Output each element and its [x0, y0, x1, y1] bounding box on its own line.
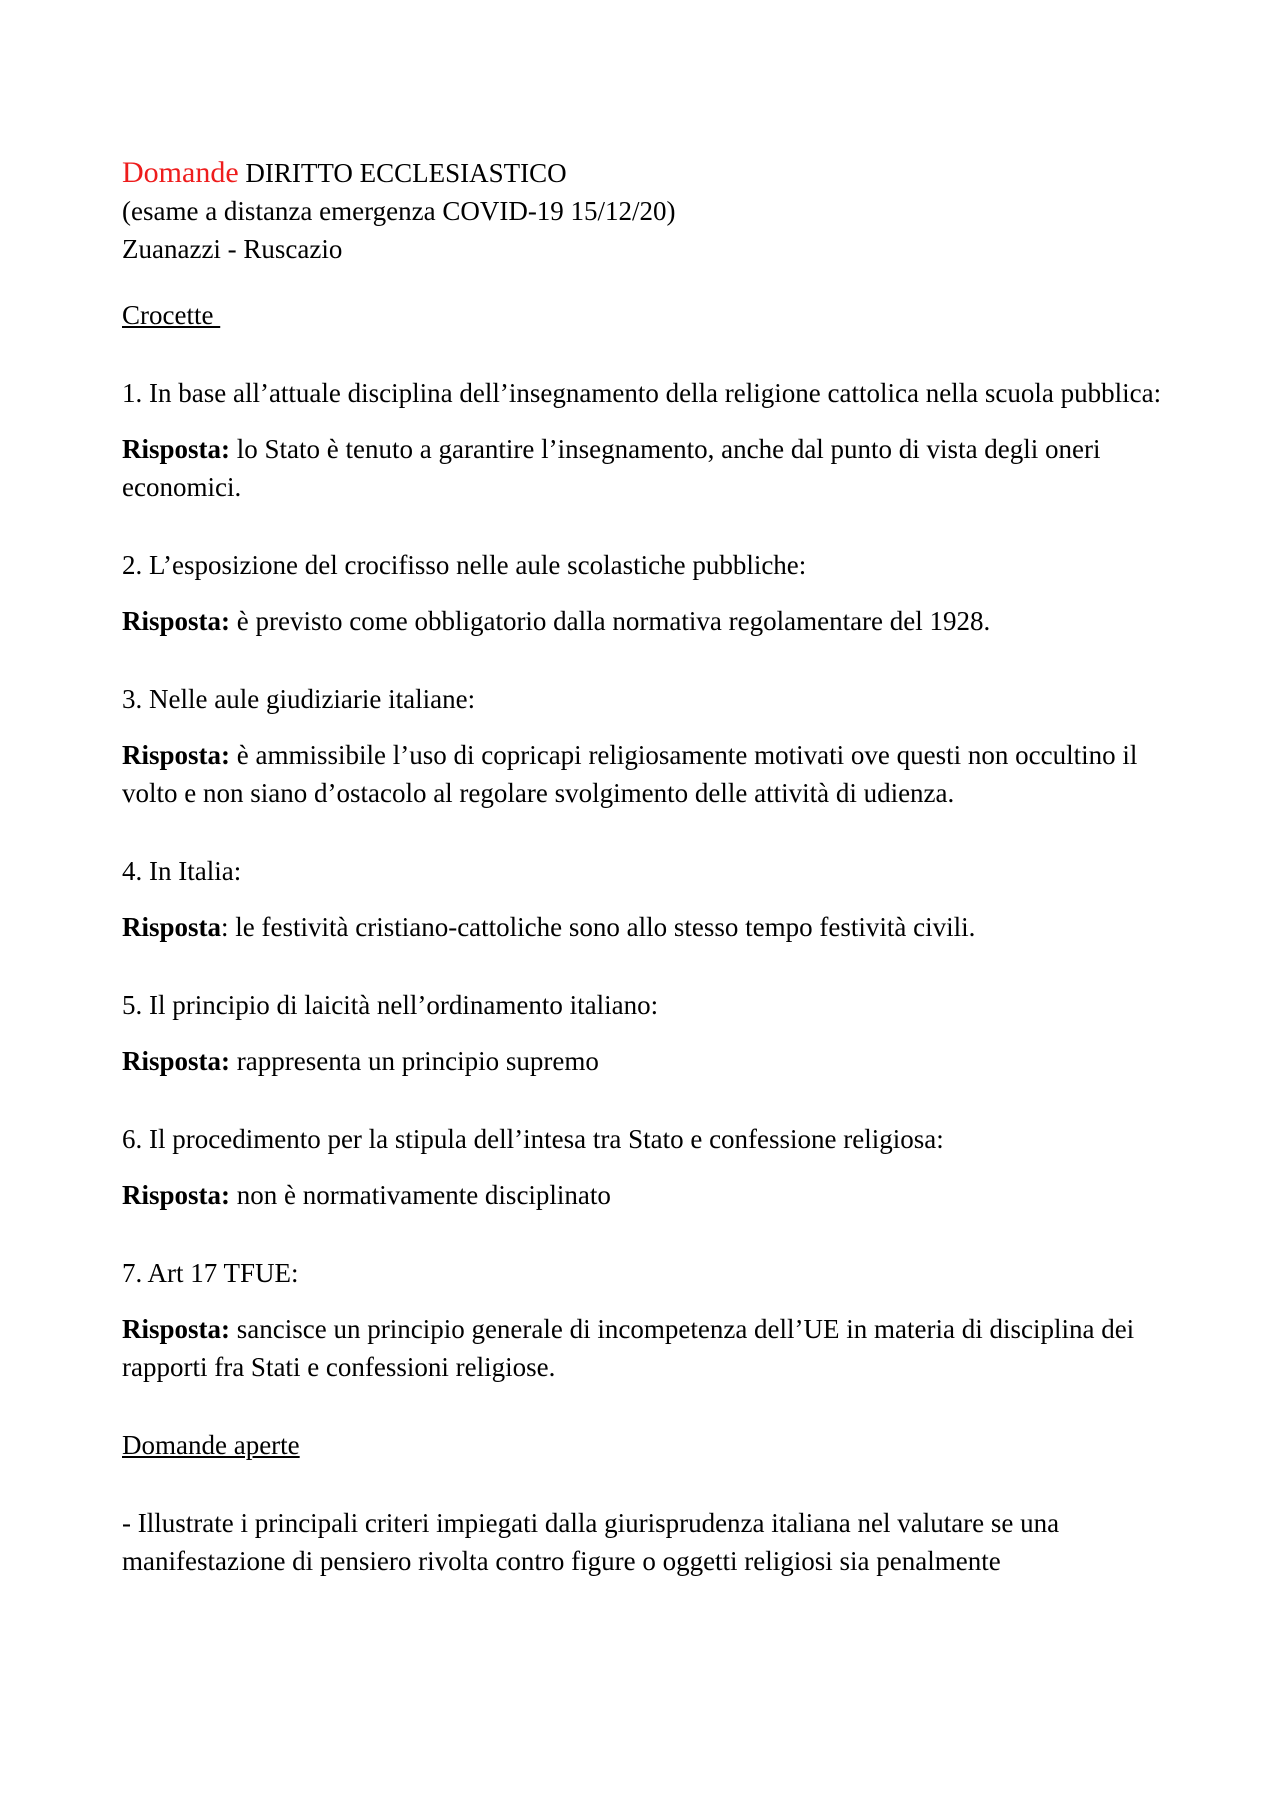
answer-label: Risposta:: [122, 1314, 231, 1344]
answer-7: [122, 1310, 1162, 1386]
answer-6: [122, 1176, 1162, 1214]
answer-text: rappresenta un principio supremo: [230, 1046, 599, 1076]
question-2: 2. L’esposizione del crocifisso nelle aule scolastiche pubbliche:: [122, 550, 807, 580]
document-authors: Zuanazzi - Ruscazio: [122, 234, 343, 264]
open-question-1: - Illustrate i principali criteri impiegati dalla giurisprudenza italiana nel valutare se una manifestazione di pensiero rivolta contro figure o oggetti religiosi sia penalmente: [122, 1508, 1060, 1576]
answer-label: Risposta:: [122, 606, 231, 636]
answer-2: [122, 602, 1162, 640]
title-accent-word: Domande: [122, 156, 239, 189]
answer-text: sancisce un principio generale di incompetenza dell’UE in materia di disciplina dei rapporti fra Stati e confessioni religiose.: [122, 1314, 1135, 1382]
answer-5: [122, 1042, 1162, 1080]
answer-text: lo Stato è tenuto a garantire l’insegnamento, anche dal punto di vista degli oneri economici.: [122, 434, 1101, 502]
section-crocette: [122, 296, 1162, 1386]
question-5: 5. Il principio di laicità nell’ordinamento italiano:: [122, 990, 659, 1020]
question-3: 3. Nelle aule giudiziarie italiane:: [122, 684, 476, 714]
document-title: [122, 154, 1162, 192]
section-heading-domande-aperte: Domande aperte: [122, 1430, 300, 1460]
question-6: 6. Il procedimento per la stipula dell’intesa tra Stato e confessione religiosa:: [122, 1124, 944, 1154]
answer-1: [122, 430, 1162, 506]
answer-label: Risposta:: [122, 1046, 231, 1076]
title-subject: DIRITTO ECCLESIASTICO: [238, 158, 567, 188]
answer-3: [122, 736, 1162, 812]
answer-label: Risposta:: [122, 1180, 231, 1210]
answer-4: [122, 908, 1162, 946]
document-header: [122, 154, 1162, 268]
answer-text: è ammissibile l’uso di copricapi religiosamente motivati ove questi non occultino il volto e non siano d’ostacolo al regolare svolgimento delle attività di udienza.: [122, 740, 1138, 808]
document-subtitle: (esame a distanza emergenza COVID-19 15/12/20): [122, 196, 676, 226]
answer-text: non è normativamente disciplinato: [230, 1180, 611, 1210]
answer-text: è previsto come obbligatorio dalla normativa regolamentare del 1928.: [230, 606, 991, 636]
answer-label: Risposta:: [122, 434, 231, 464]
question-4: 4. In Italia:: [122, 856, 242, 886]
question-7: 7. Art 17 TFUE:: [122, 1258, 299, 1288]
document-page: [122, 154, 1162, 1580]
answer-label: Risposta: [122, 912, 222, 942]
section-domande-aperte: [122, 1426, 1162, 1580]
section-heading-crocette: Crocette: [122, 300, 221, 330]
answer-text: : le festività cristiano-cattoliche sono allo stesso tempo festività civili.: [221, 912, 976, 942]
question-1: 1. In base all’attuale disciplina dell’insegnamento della religione cattolica nella scuola pubblica:: [122, 378, 1162, 408]
answer-label: Risposta:: [122, 740, 231, 770]
